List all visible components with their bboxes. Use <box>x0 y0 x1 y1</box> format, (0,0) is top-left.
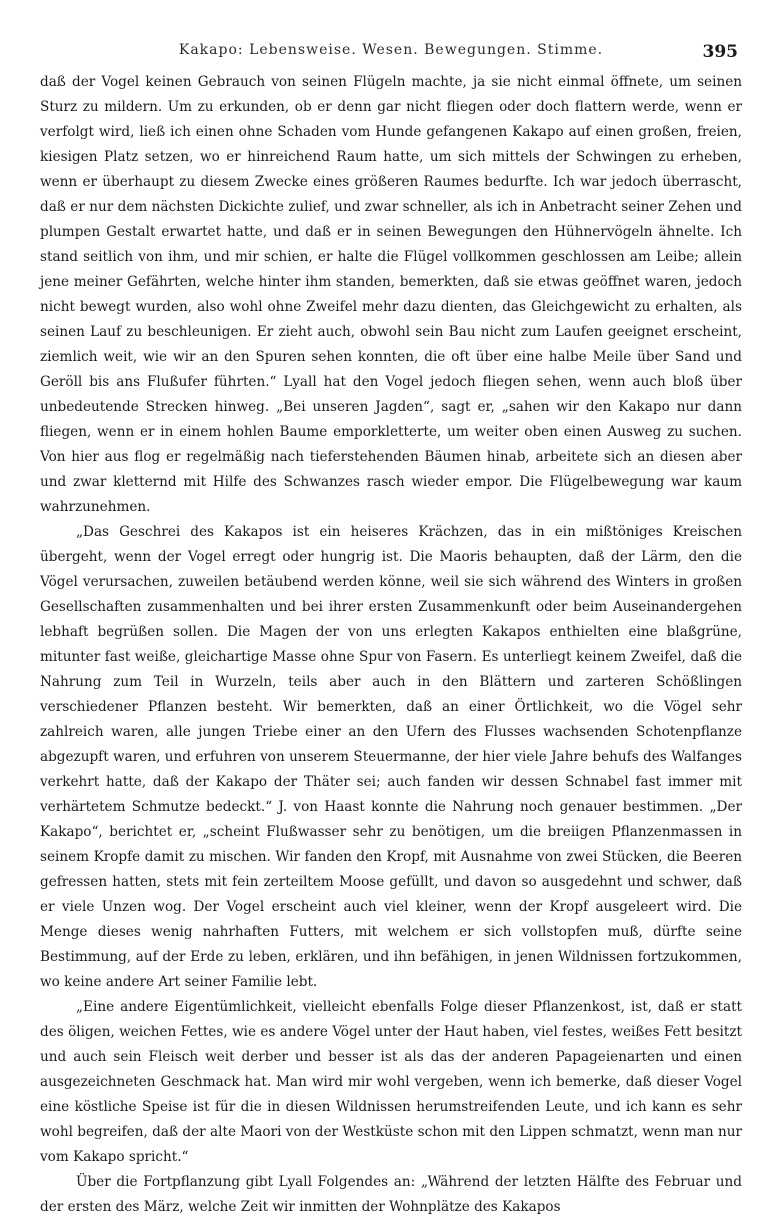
paragraph-1: daß der Vogel keinen Gebrauch von seinen Flügeln machte, ja sie nicht einmal öffnete, um seinen Sturz zu mildern. Um zu erkunden, ob er denn gar nicht fliegen oder doch flattern werde, wenn er verfolgt wird, ließ ich einen ohne Schaden vom Hunde gefangenen Kakapo auf einen großen, freien, kiesigen Platz setzen, wo er hinreichend Raum hatte, um sich mittels der Schwingen zu erheben, wenn er überhaupt zu diesem Zwecke eines größeren Raumes bedurfte. Ich war jedoch überrascht, daß er nur dem nächsten Dickichte zulief, und zwar schneller, als ich in Anbetracht seiner Zehen und plumpen Gestalt erwartet hatte, und daß er in seinen Bewegungen den Hühnervögeln ähnelte. Ich stand seitlich von ihm, und mir schien, er halte die Flügel vollkommen geschlossen am Leibe; allein jene meiner Gefährten, welche hinter ihm standen, bemerkten, daß sie etwas geöffnet waren, jedoch nicht bewegt wurden, also wohl ohne Zweifel mehr dazu dienten, das Gleichgewicht zu erhalten, als seinen Lauf zu beschleunigen. Er zieht auch, obwohl sein Bau nicht zum Laufen geeignet erscheint, ziemlich weit, wie wir an den Spuren sehen konnten, die oft über eine halbe Meile über Sand und Geröll bis ans Flußufer führten.“ Lyall hat den Vogel jedoch fliegen sehen, wenn auch bloß über unbedeutende Strecken hinweg. „Bei unseren Jagden“, sagt er, „sahen wir den Kakapo nur dann fliegen, wenn er in einem hohlen Baume emporkletterte, um weiter oben einen Ausweg zu suchen. Von hier aus flog er regelmäßig nach tieferstehenden Bäumen hinab, arbeitete sich an diesen aber und zwar kletternd mit Hilfe des Schwanzes rasch wieder empor. Die Flügelbewegung war kaum wahrzunehmen. <box>40 74 742 515</box>
paragraph-3: „Eine andere Eigentümlichkeit, vielleicht ebenfalls Folge dieser Pflanzenkost, ist, daß er statt des öligen, weichen Fettes, wie es andere Vögel unter der Haut haben, viel festes, weißes Fett besitzt und auch sein Fleisch weit derber und besser ist als das der anderen Papageienarten und einen ausgezeichneten Geschmack hat. Man wird mir wohl vergeben, wenn ich bemerke, daß dieser Vogel eine köstliche Speise ist für die in diesen Wildnissen herumstreifenden Leute, und ich kann es sehr wohl begreifen, daß der alte Maori von der Westküste schon mit den Lippen schmatzt, wenn man nur vom Kakapo spricht.“ <box>40 999 742 1165</box>
running-head: Kakapo: Lebensweise. Wesen. Bewegungen. Stimme. <box>178 42 604 58</box>
paragraph-2: „Das Geschrei des Kakapos ist ein heiseres Krächzen, das in ein mißtöniges Kreischen übergeht, wenn der Vogel erregt oder hungrig ist. Die Maoris behaupten, daß der Lärm, den die Vögel verursachen, zuweilen betäubend werden könne, weil sie sich während des Winters in großen Gesellschaften zusammenhalten und bei ihrer ersten Zusammenkunft oder beim Auseinandergehen lebhaft begrüßen sollen. Die Magen der von uns erlegten Kakapos enthielten eine blaßgrüne, mitunter fast weiße, gleichartige Masse ohne Spur von Fasern. Es unterliegt keinem Zweifel, daß die Nahrung zum Teil in Wurzeln, teils aber auch in den Blättern und zarteren Schößlingen verschiedener Pflanzen besteht. Wir bemerkten, daß an einer Örtlichkeit, wo die Vögel sehr zahlreich waren, alle jungen Triebe einer an den Ufern des Flusses wachsenden Schotenpflanze abgezupft waren, und erfuhren von unserem Steuermanne, der hier viele Jahre behufs des Walfanges verkehrt hatte, daß der Kakapo der Thäter sei; auch fanden wir dessen Schnabel fast immer mit verhärtetem Schmutze bedeckt.“ J. von Haast konnte die Nahrung noch genauer bestimmen. „Der Kakapo“, berichtet er, „scheint Flußwasser sehr zu benötigen, um die breiigen Pflanzenmassen in seinem Kropfe damit zu mischen. Wir fanden den Kropf, mit Ausnahme von zwei Stücken, die Beeren gefressen hatten, stets mit fein zerteiltem Moose gefüllt, und davon so ausgedehnt und schwer, daß er viele Unzen wog. Der Vogel erscheint auch viel kleiner, wenn der Kropf ausgeleert wird. Die Menge dieses wenig nahrhaften Futters, mit welchem er sich vollstopfen muß, dürfte seine Bestimmung, auf der Erde zu leben, erklären, und ihn befähigen, in jenen Wildnissen fortzukommen, wo keine andere Art seiner Familie lebt. <box>40 524 742 990</box>
body-text <box>40 70 742 1220</box>
paragraph-4: Über die Fortpflanzung gibt Lyall Folgendes an: „Während der letzten Hälfte des Februar und der ersten des März, welche Zeit wir inmitten der Wohnplätze des Kakapos <box>40 1174 742 1215</box>
page-header <box>40 38 742 62</box>
page-number: 395 <box>702 42 738 62</box>
